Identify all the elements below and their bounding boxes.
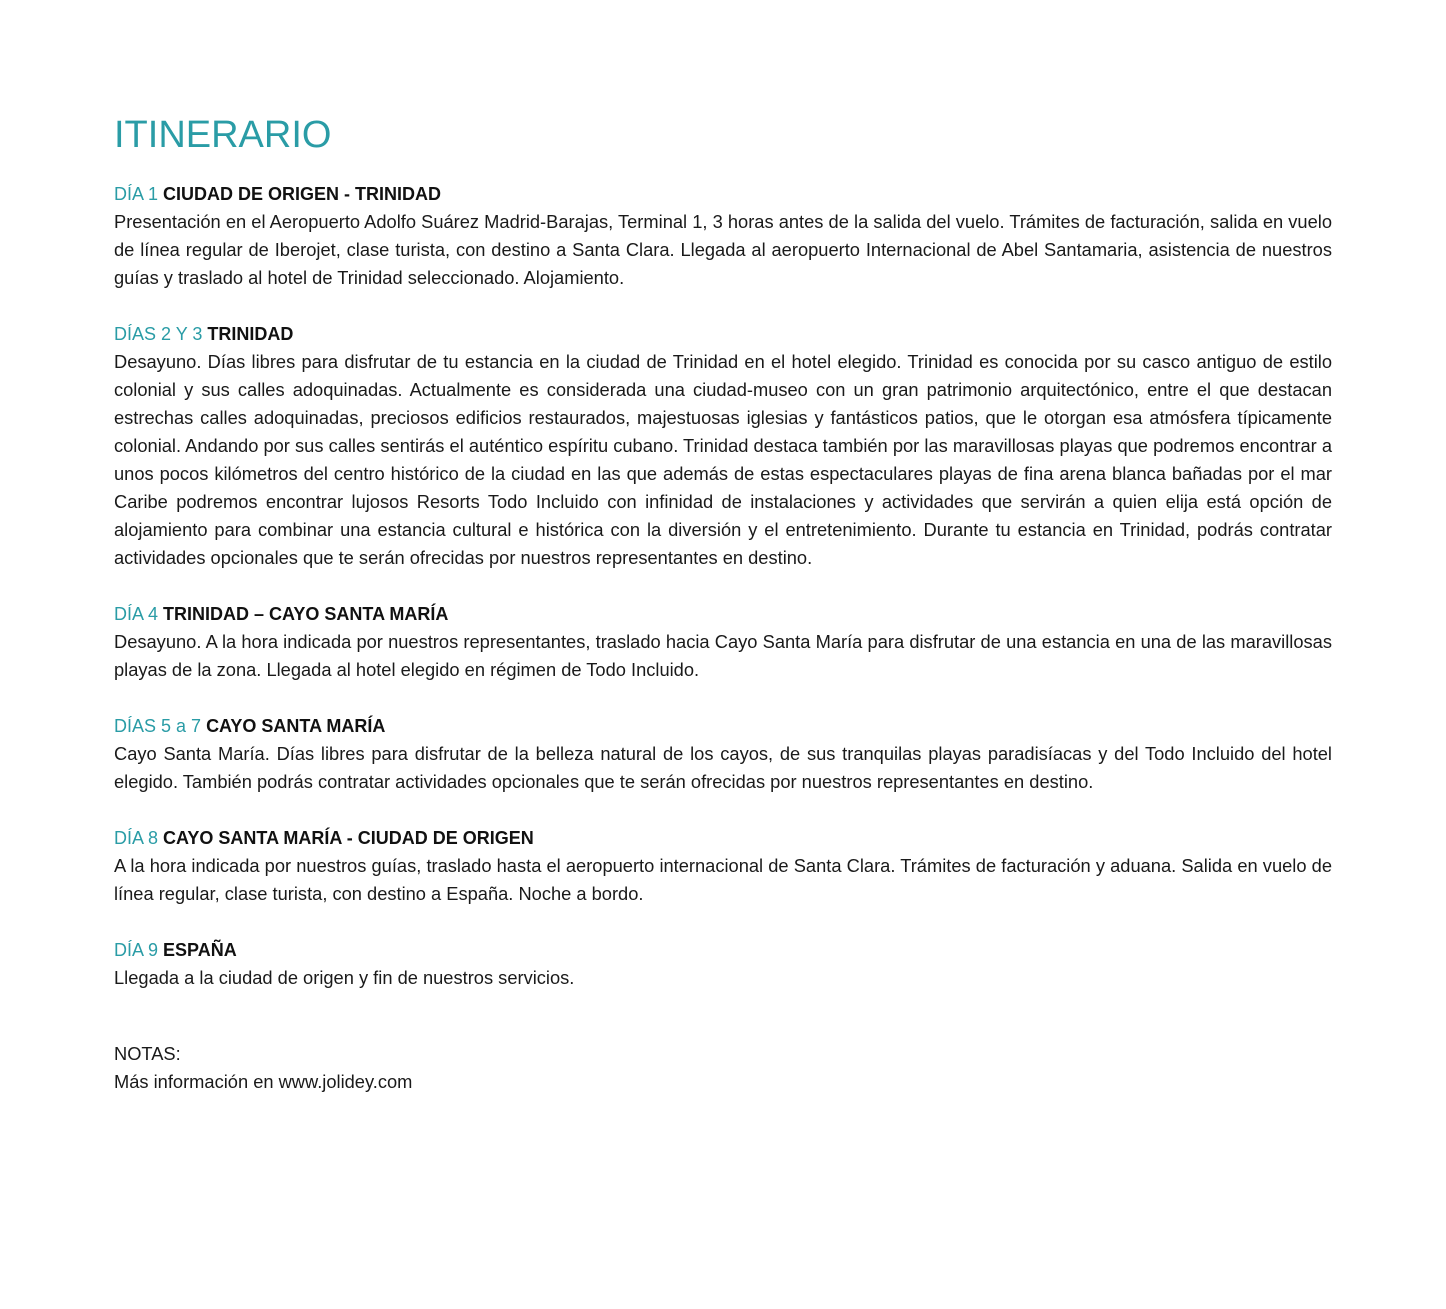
day-heading [114, 320, 1332, 348]
page-title: ITINERARIO [114, 114, 332, 156]
day-place: CAYO SANTA MARÍA - CIUDAD DE ORIGEN [163, 828, 534, 848]
day-heading [114, 600, 1332, 628]
day-place: ESPAÑA [163, 940, 237, 960]
day-section-4 [114, 600, 1332, 684]
day-label: DÍA 9 [114, 940, 159, 960]
day-section-2-3 [114, 320, 1332, 572]
day-place: CAYO SANTA MARÍA [206, 716, 386, 736]
day-place: TRINIDAD – CAYO SANTA MARÍA [163, 604, 449, 624]
day-description: Llegada a la ciudad de origen y fin de nuestros servicios. [114, 967, 575, 988]
day-place: CIUDAD DE ORIGEN - TRINIDAD [163, 184, 442, 204]
itinerary-page [114, 112, 1332, 1096]
day-section-9 [114, 936, 1332, 992]
day-section-5-7 [114, 712, 1332, 796]
notes-text: Más información en www.jolidey.com [114, 1071, 413, 1092]
day-section-1 [114, 180, 1332, 292]
notes-heading: NOTAS: [114, 1043, 181, 1064]
notes-section [114, 1040, 1332, 1096]
day-label: DÍA 1 [114, 184, 159, 204]
day-heading [114, 824, 1332, 852]
day-place: TRINIDAD [207, 324, 294, 344]
day-label: DÍA 4 [114, 604, 159, 624]
day-label: DÍAS 5 a 7 [114, 716, 202, 736]
day-heading [114, 712, 1332, 740]
day-section-8 [114, 824, 1332, 908]
day-description: Desayuno. Días libres para disfrutar de tu estancia en la ciudad de Trinidad en el hotel elegido. Trinidad es conocida por su casco antiguo de estilo colonial y sus calles adoquinadas. Actualmente es considerada una ciudad-museo con un gran patrimonio arquitectónico, entre el que destacan estrechas calles adoquinadas, preciosos edificios restaurados, majestuosas iglesias y fantásticos patios, que le otorgan esa atmósfera típicamente colonial. Andando por sus calles sentirás el auténtico espíritu cubano. Trinidad destaca también por las maravillosas playas que podremos encontrar a unos pocos kilómetros del centro histórico de la ciudad en las que además de estas espectaculares playas de fina arena blanca bañadas por el mar Caribe podremos encontrar lujosos Resorts Todo Incluido con infinidad de instalaciones y actividades que servirán a quien elija está opción de alojamiento para combinar una estancia cultural e histórica con la diversión y el entretenimiento. Durante tu estancia en Trinidad, podrás contratar actividades opcionales que te serán ofrecidas por nuestros representantes en destino. [114, 351, 1332, 568]
day-label: DÍAS 2 Y 3 [114, 324, 203, 344]
day-description: Cayo Santa María. Días libres para disfrutar de la belleza natural de los cayos, de sus tranquilas playas paradisíacas y del Todo Incluido del hotel elegido. También podrás contratar actividades opcionales que te serán ofrecidas por nuestros representantes en destino. [114, 743, 1332, 792]
day-heading [114, 936, 1332, 964]
day-label: DÍA 8 [114, 828, 159, 848]
day-description: A la hora indicada por nuestros guías, traslado hasta el aeropuerto internacional de Santa Clara. Trámites de facturación y aduana. Salida en vuelo de línea regular, clase turista, con destino a España. Noche a bordo. [114, 855, 1332, 904]
day-description: Desayuno. A la hora indicada por nuestros representantes, traslado hacia Cayo Santa María para disfrutar de una estancia en una de las maravillosas playas de la zona. Llegada al hotel elegido en régimen de Todo Incluido. [114, 631, 1332, 680]
day-heading [114, 180, 1332, 208]
day-description: Presentación en el Aeropuerto Adolfo Suárez Madrid-Barajas, Terminal 1, 3 horas antes de la salida del vuelo. Trámites de facturación, salida en vuelo de línea regular de Iberojet, clase turista, con destino a Santa Clara. Llegada al aeropuerto Internacional de Abel Santamaria, asistencia de nuestros guías y traslado al hotel de Trinidad seleccionado. Alojamiento. [114, 211, 1332, 288]
